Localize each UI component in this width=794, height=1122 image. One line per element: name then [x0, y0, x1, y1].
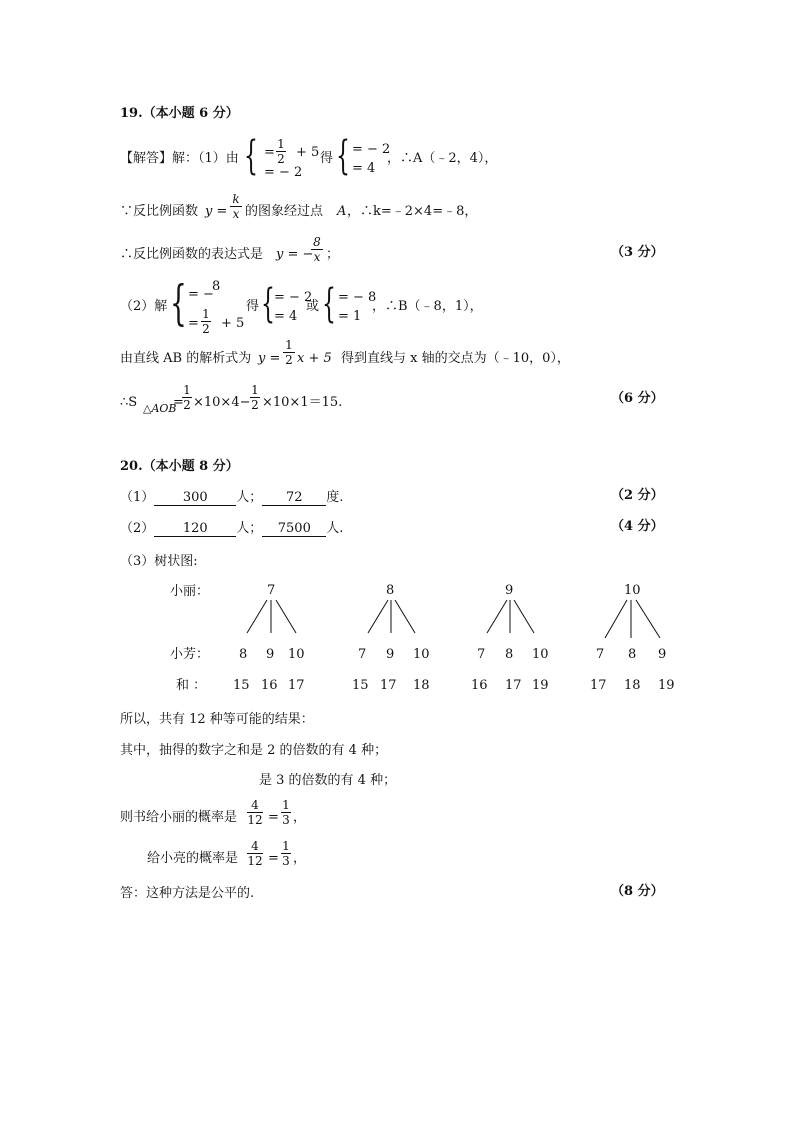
tree-leaf: 10	[413, 647, 430, 662]
fraction	[281, 840, 291, 867]
q19-line2-b: 的图象经过点	[245, 204, 324, 219]
var-y: y =	[258, 351, 281, 366]
fraction	[247, 799, 263, 826]
q19-line4-prefix: （2）解	[120, 299, 168, 314]
tree-sum: 16	[261, 678, 278, 693]
tree-leaf: 7	[358, 647, 367, 662]
numerator: 8	[313, 235, 321, 249]
solution-bottom: = 1	[338, 309, 362, 324]
prob-xiaoliang-text: 给小亮的概率是	[147, 851, 239, 866]
tree-sum: 19	[658, 678, 675, 693]
answer-blank: 7500	[262, 522, 326, 537]
equals: =	[268, 851, 279, 866]
q20-title: 20.（本小题 8 分）	[120, 459, 239, 474]
de-text: 得	[246, 299, 260, 314]
sys-eq: = −	[188, 287, 214, 302]
q20-part3-label: （3）树状图:	[120, 554, 198, 569]
unit: 人.	[326, 521, 344, 536]
solution-bottom: = 4	[274, 309, 298, 324]
score-badge: （8 分）	[611, 884, 664, 899]
q19-line2-a: ∵反比例函数	[120, 204, 199, 219]
tree-row-label: 小芳：	[170, 647, 210, 662]
sys-rest: + 5	[221, 316, 245, 331]
tree-leaf: 9	[266, 647, 275, 662]
score-badge: （3 分）	[611, 245, 664, 260]
tree-sum: 15	[233, 678, 250, 693]
or-text: 或	[306, 299, 320, 314]
tree-sum: 16	[471, 678, 488, 693]
q19-line6-a: ∴S	[120, 395, 138, 410]
unit: 度.	[326, 490, 344, 505]
answer-blank: 120	[154, 522, 236, 537]
expr-rest: x + 5	[297, 351, 332, 366]
fraction	[281, 799, 291, 826]
numerator: 1	[282, 839, 290, 853]
unit: 人；	[236, 490, 263, 505]
final-answer: 答：这种方法是公平的.	[120, 886, 255, 901]
denominator: 2	[285, 353, 293, 367]
sys-rest: + 5	[296, 145, 320, 160]
numerator: 1	[251, 383, 259, 397]
numerator: 1	[183, 383, 191, 397]
q19-title: 19.（本小题 6 分）	[120, 106, 239, 121]
solution-bottom: = 4	[352, 161, 376, 176]
tree-leaf: 8	[505, 647, 514, 662]
multiple-of-2-text: 其中，抽得的数字之和是 2 的倍数的有 4 种；	[120, 743, 388, 758]
point-a: A	[337, 204, 347, 219]
solution-top: = − 2	[352, 142, 391, 157]
prob-xiaoli-text: 则书给小丽的概率是	[120, 810, 238, 825]
expr-tail: ×10×1＝15.	[262, 395, 343, 410]
denominator: 2	[202, 322, 210, 336]
numerator: 4	[251, 798, 259, 812]
tree-leaf: 9	[658, 647, 667, 662]
solution-top: = − 2	[274, 290, 313, 305]
tree-sum: 17	[288, 678, 305, 693]
left-brace-icon: {	[322, 281, 336, 327]
tree-root: 8	[386, 583, 395, 598]
tree-sum: 15	[352, 678, 369, 693]
denominator: x	[313, 250, 321, 264]
q19-line1-prefix: 【解答】解：（1）由	[120, 151, 239, 166]
left-brace-icon: {	[261, 281, 275, 327]
left-brace-icon: {	[170, 275, 187, 331]
tree-root: 10	[624, 583, 641, 598]
q19-line5-b: 得到直线与 x 轴的交点为（﹣10，0），	[341, 351, 570, 366]
multiple-of-3-text: 是 3 的倍数的有 4 种；	[259, 773, 397, 788]
tree-root: 9	[505, 583, 514, 598]
unit: 人；	[236, 521, 263, 536]
denominator: 12	[247, 813, 263, 827]
subscript: △AOB	[143, 402, 177, 415]
tree-leaf: 10	[288, 647, 305, 662]
tree-leaf: 7	[477, 647, 486, 662]
tree-sum: 17	[380, 678, 397, 693]
var-y: y = −	[276, 247, 314, 262]
part-label: （1）	[120, 490, 155, 505]
score-badge: （2 分）	[611, 488, 664, 503]
sys-eq: =	[188, 316, 199, 331]
denominator: 3	[282, 813, 290, 827]
q19-line3-a: ∴反比例函数的表达式是	[120, 247, 264, 262]
left-brace-icon: {	[336, 133, 350, 179]
left-brace-icon: {	[244, 133, 258, 179]
q19-line3-b: ；	[326, 247, 340, 262]
comma: ，	[293, 851, 307, 866]
denominator: 3	[282, 854, 290, 868]
numerator: k	[232, 192, 240, 206]
expr-mid: ×10×4−	[193, 395, 251, 410]
denominator: 2	[277, 152, 285, 166]
numerator: 1	[282, 798, 290, 812]
sys-eq-bottom: = − 2	[264, 165, 303, 180]
q19-line1-tail: ，∴A（﹣2，4），	[387, 151, 498, 166]
de-text: 得	[320, 151, 334, 166]
tree-sum: 18	[624, 678, 641, 693]
tree-leaf: 8	[239, 647, 248, 662]
tree-sum: 18	[413, 678, 430, 693]
q19-line2-c: ，∴k=﹣2×4=﹣8，	[347, 204, 478, 219]
equals: =	[268, 810, 279, 825]
answer-blank: 72	[262, 491, 326, 506]
tree-row-label: 和 ：	[176, 678, 207, 693]
tree-leaf: 10	[532, 647, 549, 662]
tree-leaf: 9	[386, 647, 395, 662]
q19-line5-a: 由直线 AB 的解析式为	[120, 351, 252, 366]
tree-root: 7	[267, 583, 276, 598]
numerator: 8	[212, 279, 221, 294]
score-badge: （4 分）	[611, 519, 664, 534]
tree-row-label: 小丽：	[170, 584, 210, 599]
numerator: 1	[277, 137, 285, 151]
denominator: 2	[251, 398, 259, 412]
denominator: 2	[183, 398, 191, 412]
fraction	[247, 840, 263, 867]
q19-line4-tail: ，∴B（﹣8，1），	[372, 299, 483, 314]
denominator: x	[232, 207, 240, 221]
numerator: 1	[202, 307, 210, 321]
numerator: 1	[285, 338, 293, 352]
result-count-text: 所以，共有 12 种等可能的结果：	[120, 712, 314, 727]
answer-blank: 300	[154, 491, 236, 506]
sys-eq: =	[264, 145, 275, 160]
score-badge: （6 分）	[611, 391, 664, 406]
part-label: （2）	[120, 521, 155, 536]
solution-top: = − 8	[338, 290, 377, 305]
tree-leaf: 8	[628, 647, 637, 662]
tree-sum: 19	[532, 678, 549, 693]
tree-leaf: 7	[596, 647, 605, 662]
tree-sum: 17	[590, 678, 607, 693]
tree-sum: 17	[505, 678, 522, 693]
numerator: 4	[251, 839, 259, 853]
var-y: y =	[205, 204, 228, 219]
comma: ，	[293, 810, 307, 825]
equals: =	[173, 395, 184, 410]
denominator: 12	[247, 854, 263, 868]
